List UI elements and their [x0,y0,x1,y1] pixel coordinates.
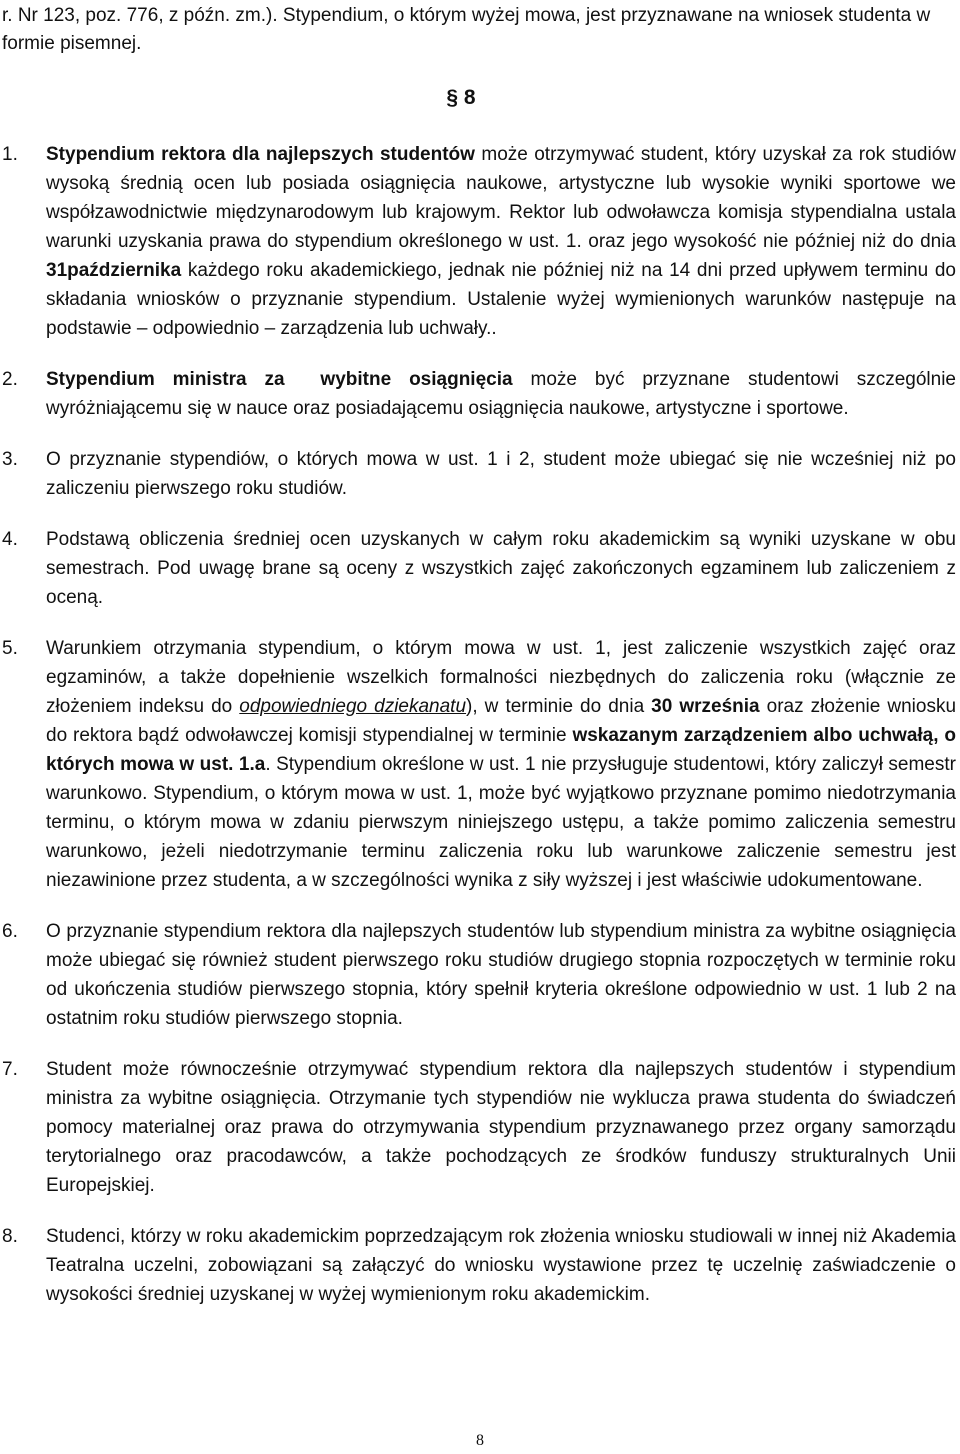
section-symbol: § 8 [446,86,476,109]
item-number: 1. [2,144,18,165]
item-text: O przyznanie stypendiów, o których mowa w ust. 1 i 2, student może ubiegać się nie wcześniej niż po zaliczeniu pierwszego roku studiów. [46,449,956,499]
list-item-3 [0,445,956,503]
item-text: Podstawą obliczenia średniej ocen uzyskanych w całym roku akademickim są wyniki uzyskane w obu semestrach. Pod uwagę brane są oceny z wszystkich zajęć zakończonych egzaminem lub zaliczeniem z oceną. [46,529,956,608]
item-text: Warunkiem otrzymania stypendium, o którym mowa w ust. 1, jest zaliczenie wszystkich zajęć oraz egzaminów, a także dopełnienie wszelkich formalności niezbędnych do zaliczenia roku (włącznie ze złożeniem indeksu do odpowiedniego dziekanatu), w terminie do dnia 30 września oraz złożenie wniosku do rektora bądź odwoławczej komisji stypendialnej w terminie wskazanym zarządzeniem albo uchwałą, o których mowa w ust. 1.a. Stypendium określone w ust. 1 nie przysługuje studentowi, który zaliczył semestr warunkowo. Stypendium, o którym mowa w ust. 1, może być wyjątkowo przyznane pomimo niedotrzymania terminu, o którym mowa w zdaniu pierwszym niniejszego ustępu, a także pomimo zaliczenia semestru warunkowo, jeżeli niedotrzymanie terminu zaliczenia roku lub warunkowe zaliczenie semestru jest niezawinione przez studenta, a w szczególności wynika z siły wyższej i jest właściwie udokumentowane. [46,638,957,891]
deadline-date: 30 września [651,696,760,717]
numbered-list [0,140,956,1331]
list-item-2 [0,365,956,423]
item-text: Studenci, którzy w roku akademickim poprzedzającym rok złożenia wniosku studiowali w innej niż Akademia Teatralna uczelni, zobowiązani są załączyć do wniosku wystawione przez tę uczelnię zaświadczenie o wysokości średniej uzyskanej w wyżej wymienionym roku akademickim. [46,1226,956,1305]
list-item-7 [0,1055,956,1200]
list-item-4 [0,525,956,612]
deadline-date: 31października [46,260,182,281]
item-number: 6. [2,921,18,942]
intro-paragraph: r. Nr 123, poz. 776, z późn. zm.). Stypendium, o którym wyżej mowa, jest przyznawane na wniosek studenta w formie pisemnej. [2,5,931,54]
item-number: 3. [2,449,18,470]
dean-office-reference: odpowiedniego dziekanatu [239,696,467,717]
list-item-6 [0,917,956,1033]
list-item-5 [0,634,956,895]
item-number: 7. [2,1059,18,1080]
item-number: 2. [2,369,18,390]
page-number: 8 [476,1432,484,1449]
item-lead-bold: Stypendium rektora dla najlepszych studentów [46,144,475,165]
section-heading [0,86,960,110]
item-text: Stypendium ministra za wybitne osiągnięcia może być przyznane studentowi szczególnie wyróżniającemu się w nauce oraz posiadającemu osiągnięcia naukowe, artystyczne i sportowe. [46,369,956,419]
item-text: Student może równocześnie otrzymywać stypendium rektora dla najlepszych studentów i stypendium ministra za wybitne osiągnięcia. Otrzymanie tych stypendiów nie wyklucza prawa studenta do świadczeń pomocy materialnej oraz prawa do otrzymywania stypendium przyznawanego przez organy samorządu terytorialnego oraz pracodawców, a także pochodzących ze środków funduszy strukturalnych Unii Europejskiej. [46,1059,956,1196]
item-text: Stypendium rektora dla najlepszych studentów może otrzymywać student, który uzyskał za rok studiów wysoką średnią ocen lub posiada osiągnięcia naukowe, artystyczne lub wysokie wyniki sportowe we współzawodnictwie międzynarodowym lub krajowym. Rektor lub odwoławcza komisja stypendialna ustala warunki uzyskania prawa do stypendium określonego w ust. 1. oraz jego wysokość nie później niż do dnia 31października każdego roku akademickiego, jednak nie później niż na 14 dni przed upływem terminu do składania wniosków o przyznanie stypendium. Ustalenie wyżej wymienionych warunków następuje na podstawie – odpowiednio – zarządzenia lub uchwały.. [46,144,956,339]
list-item-8 [0,1222,956,1309]
item-number: 8. [2,1226,18,1247]
item-number: 4. [2,529,18,550]
item-number: 5. [2,638,18,659]
list-item-1 [0,140,956,343]
item-text: O przyznanie stypendium rektora dla najlepszych studentów lub stypendium ministra za wybitne osiągnięcia może ubiegać się również student pierwszego roku studiów drugiego stopnia rozpoczętych w terminie roku od ukończenia studiów pierwszego stopnia, który spełnił kryteria określone odpowiednio w ust. 1 lub 2 na ostatnim roku studiów pierwszego stopnia. [46,921,956,1029]
item-lead-bold: Stypendium ministra za wybitne osiągnięcia [46,369,513,390]
bold-phrase: wskazanym zarządzeniem albo uchwałą, o których mowa w ust. 1.a [46,725,956,775]
